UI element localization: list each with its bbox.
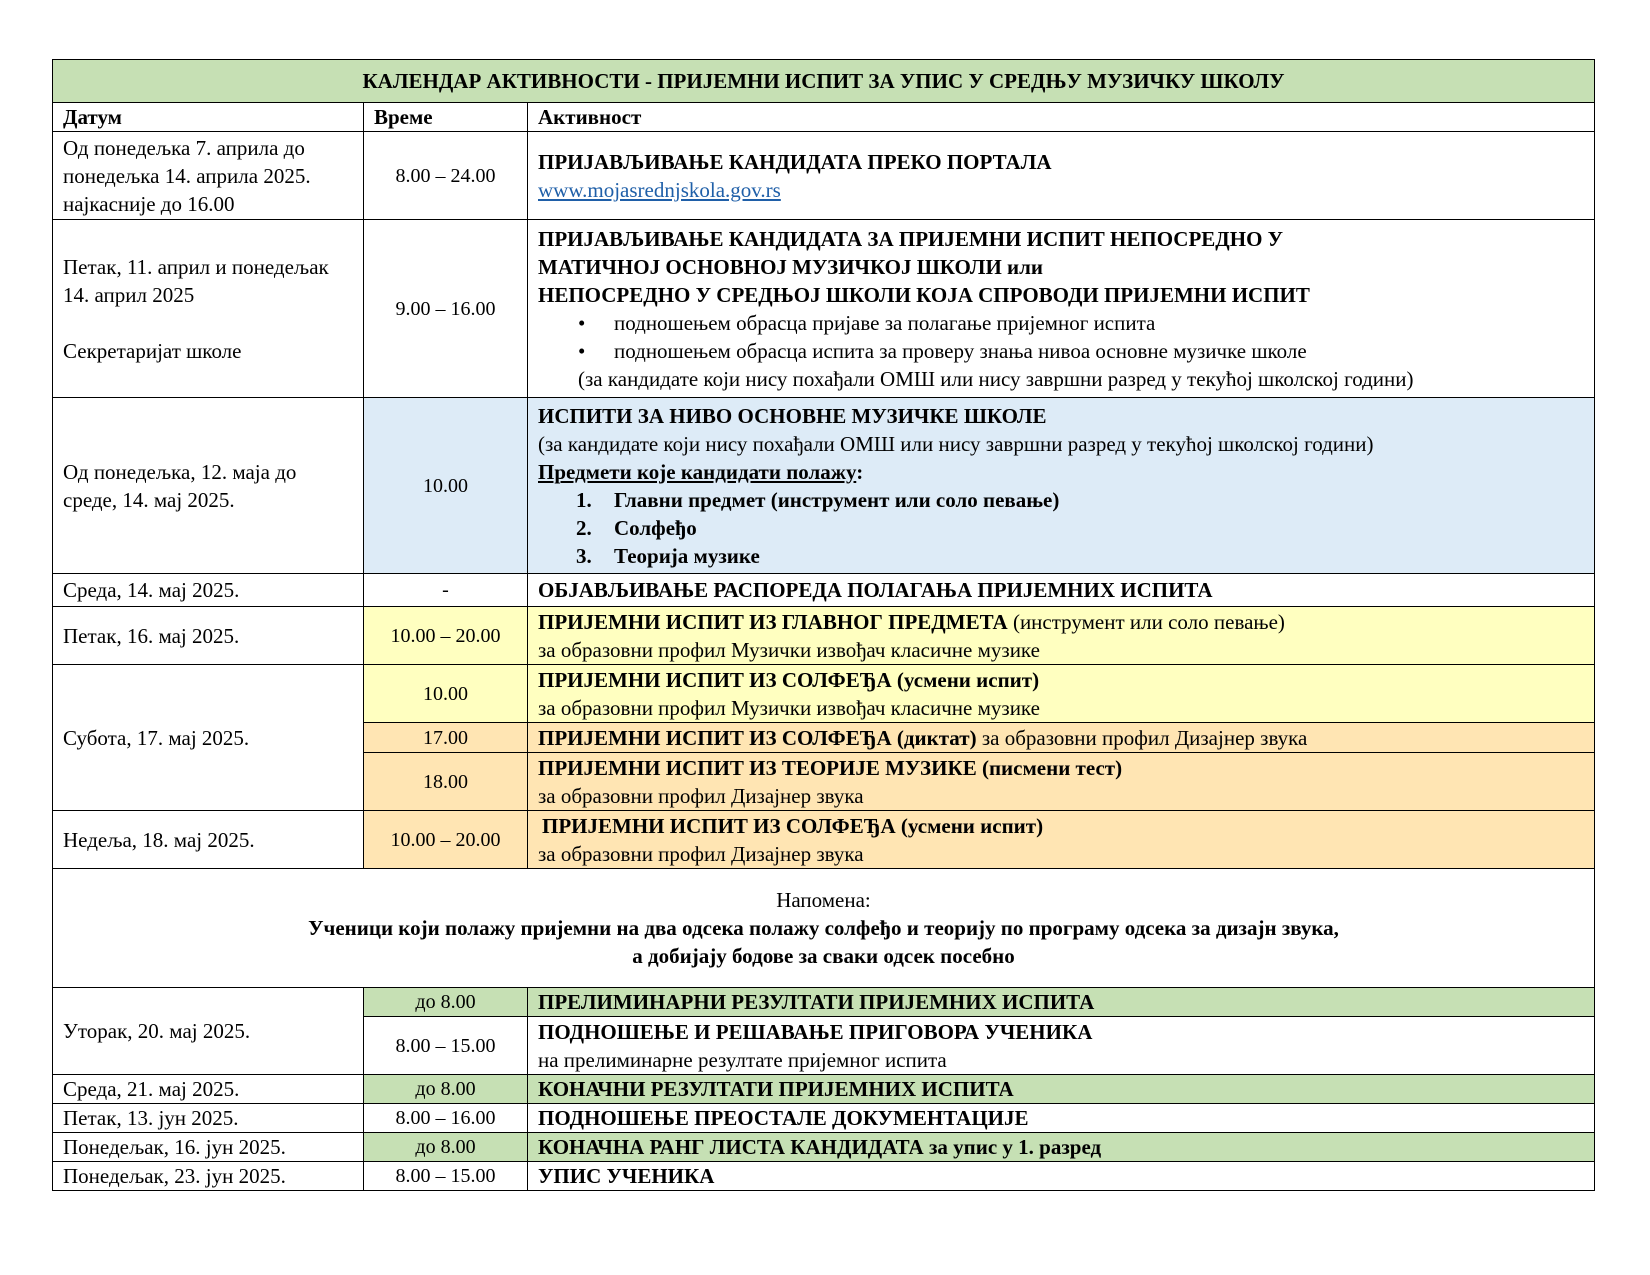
table-row [53, 1133, 1595, 1162]
activity-sub: за образовни профил Дизајнер звука [538, 841, 864, 866]
activity-sub: за образовни профил Дизајнер звука [976, 725, 1308, 750]
activity-sub: за образовни профил Музички извођач класичне музике [538, 637, 1040, 662]
row-activity: ПОДНОШЕЊЕ ПРЕОСТАЛЕ ДОКУМЕНТАЦИЈЕ [528, 1104, 1595, 1133]
row-time: 8.00 – 24.00 [364, 132, 528, 220]
item-number: 3. [576, 543, 592, 568]
row-activity [528, 753, 1595, 811]
row-activity [528, 398, 1595, 574]
table-row [53, 574, 1595, 607]
row-date: Недеља, 18. мај 2025. [53, 811, 364, 869]
subjects-colon: : [856, 459, 864, 484]
date-text: Петак, 11. април и понедељак 14. април 2025 [63, 254, 329, 307]
row-time: 10.00 – 20.00 [364, 607, 528, 665]
submission-list [538, 309, 1584, 365]
table-row [53, 1075, 1595, 1104]
row-activity [528, 723, 1595, 753]
activity-title-line: ПРИЈАВЉИВАЊЕ КАНДИДАТА ЗА ПРИЈЕМНИ ИСПИТ НЕПОСРЕДНО У [538, 226, 1284, 251]
note-row [53, 869, 1595, 988]
row-date: Уторак, 20. мај 2025. [53, 988, 364, 1075]
row-time: 8.00 – 15.00 [364, 1162, 528, 1191]
table-row [53, 132, 1595, 220]
table-row [53, 665, 1595, 723]
header-row [53, 103, 1595, 132]
row-date: Субота, 17. мај 2025. [53, 665, 364, 811]
row-time: до 8.00 [364, 988, 528, 1017]
row-activity: ПРЕЛИМИНАРНИ РЕЗУЛТАТИ ПРИЈЕМНИХ ИСПИТА [528, 988, 1595, 1017]
row-activity [528, 811, 1595, 869]
activity-sub: на прелиминарне резултате пријемног испита [538, 1047, 947, 1072]
table-row [53, 811, 1595, 869]
item-text: Главни предмет (инструмент или соло певање) [614, 487, 1060, 512]
row-date: Среда, 21. мај 2025. [53, 1075, 364, 1104]
row-time: 10.00 – 20.00 [364, 811, 528, 869]
activity-title: ПОДНОШЕЊЕ И РЕШАВАЊЕ ПРИГОВОРА УЧЕНИКА [538, 1019, 1093, 1044]
row-date: Понедељак, 16. јун 2025. [53, 1133, 364, 1162]
row-date: Петак, 13. јун 2025. [53, 1104, 364, 1133]
table-row [53, 607, 1595, 665]
activity-title: ПРИЈЕМНИ ИСПИТ ИЗ СОЛФЕЂА (усмени испит) [538, 667, 1040, 692]
note-text: Ученици који полажу пријемни на два одсека полажу солфеђо и теорију по програму одсека за дизајн звука, [308, 916, 1339, 940]
row-time: 18.00 [364, 753, 528, 811]
activity-title-extra: (инструмент или соло певање) [1007, 609, 1285, 634]
portal-link[interactable]: www.mojasrednjskola.gov.rs [538, 177, 781, 202]
row-activity: УПИС УЧЕНИКА [528, 1162, 1595, 1191]
note-text: а добијају бодове за сваки одсек посебно [632, 944, 1015, 968]
header-activity: Активност [528, 103, 1595, 132]
activity-sub: за образовни профил Музички извођач класичне музике [538, 695, 1040, 720]
table-row [53, 1104, 1595, 1133]
table-row [53, 1162, 1595, 1191]
table-row [53, 398, 1595, 574]
row-date: Од понедељка, 12. маја до среде, 14. мај 2025. [53, 398, 364, 574]
list-item [576, 486, 1584, 514]
activity-title: ИСПИТИ ЗА НИВО ОСНОВНЕ МУЗИЧКЕ ШКОЛЕ [538, 403, 1047, 428]
subjects-list [538, 486, 1584, 570]
row-activity: КОНАЧНИ РЕЗУЛТАТИ ПРИЈЕМНИХ ИСПИТА [528, 1075, 1595, 1104]
activity-sub: за образовни профил Дизајнер звука [538, 783, 864, 808]
subjects-label: Предмети које кандидати полажу [538, 459, 857, 484]
activity-title: ПРИЈЕМНИ ИСПИТ ИЗ ГЛАВНОГ ПРЕДМЕТА [538, 609, 1008, 634]
item-text: Теорија музике [614, 543, 760, 568]
row-time: 8.00 – 15.00 [364, 1017, 528, 1075]
table-title: КАЛЕНДАР АКТИВНОСТИ - ПРИЈЕМНИ ИСПИТ ЗА УПИС У СРЕДЊУ МУЗИЧКУ ШКОЛУ [53, 60, 1595, 103]
activity-note: (за кандидате који нису похађали ОМШ или нису завршни разред у текућој школској години) [578, 366, 1414, 391]
item-number: 2. [576, 515, 592, 540]
row-activity: ОБЈАВЉИВАЊЕ РАСПОРЕДА ПОЛАГАЊА ПРИЈЕМНИХ ИСПИТА [528, 574, 1595, 607]
list-item [576, 514, 1584, 542]
row-time: 10.00 [364, 665, 528, 723]
row-time: 10.00 [364, 398, 528, 574]
activity-calendar-table [52, 59, 1595, 1191]
activity-title-line: МАТИЧНОЈ ОСНОВНОЈ МУЗИЧКОЈ ШКОЛИ или [538, 254, 1044, 279]
row-activity [528, 132, 1595, 220]
row-date [53, 220, 364, 398]
row-time: 8.00 – 16.00 [364, 1104, 528, 1133]
location-text: Секретаријат школе [63, 338, 242, 363]
list-item [576, 542, 1584, 570]
row-time: до 8.00 [364, 1075, 528, 1104]
row-time: 9.00 – 16.00 [364, 220, 528, 398]
row-activity [528, 607, 1595, 665]
row-date: Понедељак, 23. јун 2025. [53, 1162, 364, 1191]
row-activity [528, 1017, 1595, 1075]
table-row [53, 220, 1595, 398]
list-item: • подношењем обрасца пријаве за полагање пријемног испита [578, 309, 1584, 337]
row-time: 17.00 [364, 723, 528, 753]
row-time: до 8.00 [364, 1133, 528, 1162]
item-number: 1. [576, 487, 592, 512]
row-date: Петак, 16. мај 2025. [53, 607, 364, 665]
row-time: - [364, 574, 528, 607]
note-cell [53, 869, 1595, 988]
activity-title: ПРИЈЕМНИ ИСПИТ ИЗ СОЛФЕЂА (диктат) [538, 725, 977, 750]
list-item: • подношењем обрасца испита за проверу знања нивоа основне музичке школе [578, 337, 1584, 365]
row-date: Од понедељка 7. априла до понедељка 14. априла 2025. најкасније до 16.00 [53, 132, 364, 220]
activity-note: (за кандидате који нису похађали ОМШ или нису завршни разред у текућој школској години) [538, 431, 1374, 456]
row-activity: КОНАЧНА РАНГ ЛИСТА КАНДИДАТА за упис у 1. разред [528, 1133, 1595, 1162]
activity-title-line: НЕПОСРЕДНО У СРЕДЊОЈ ШКОЛИ КОЈА СПРОВОДИ ПРИЈЕМНИ ИСПИТ [538, 282, 1310, 307]
header-date: Датум [53, 103, 364, 132]
activity-title: ПРИЈАВЉИВАЊЕ КАНДИДАТА ПРЕКО ПОРТАЛА [538, 149, 1052, 174]
note-label: Напомена: [776, 888, 871, 912]
header-time: Време [364, 103, 528, 132]
item-text: Солфеђо [614, 515, 697, 540]
row-activity [528, 220, 1595, 398]
row-date: Среда, 14. мај 2025. [53, 574, 364, 607]
subjects-heading [538, 458, 1584, 486]
table-row [53, 988, 1595, 1017]
row-activity [528, 665, 1595, 723]
activity-title: ПРИЈЕМНИ ИСПИТ ИЗ ТЕОРИЈЕ МУЗИКЕ (писмени тест) [538, 755, 1123, 780]
activity-title: ПРИЈЕМНИ ИСПИТ ИЗ СОЛФЕЂА (усмени испит) [542, 813, 1044, 838]
